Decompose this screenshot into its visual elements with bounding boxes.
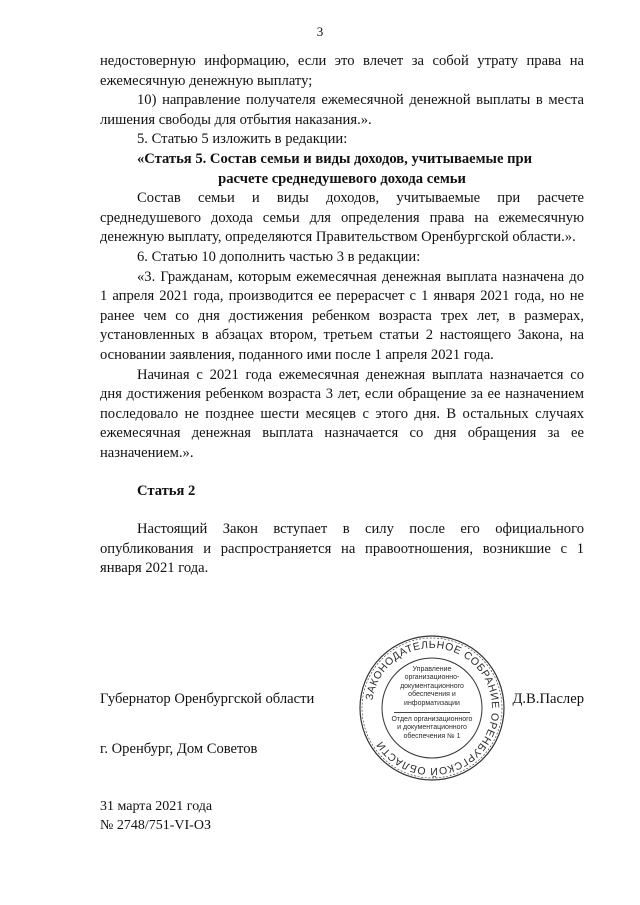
stamp-inner-text [391, 666, 473, 741]
stamp-subdepartment: Отдел организационного и документационного обеспечения № 1 [391, 716, 473, 740]
paragraph-item-10: 10) направление получателя ежемесячной денежной выплаты в места лишения свободы для отбытия наказания.». [100, 92, 584, 128]
law-number: № 2748/751-VI-ОЗ [100, 818, 211, 833]
article-10-part-3-continued: Начиная с 2021 года ежемесячная денежная выплата назначается со дня достижения ребенком возраста 3 лет, если обращение за ее назначением последовало не позднее шести месяцев с этого дня. В остальных случаях ежемесячная денежная выплата назначается со дня обращения за ее назначением.». [100, 366, 584, 461]
paragraph-continuation: недостоверную информацию, если это влечет за собой утрату права на ежемесячную денежную выплату; [100, 53, 584, 89]
page-number: 3 [316, 24, 324, 39]
document-body [100, 52, 584, 579]
paragraph-amendment-5: 5. Статью 5 изложить в редакции: [137, 131, 348, 148]
signatory-name: Д.В.Паслер [512, 691, 584, 707]
article-10-part-3: «3. Гражданам, которым ежемесячная денежная выплата назначена до 1 апреля 2021 года, производится ее перерасчет с 1 января 2021 года, но не ранее чем со дня достижения ребенком возраста трех лет, в размерах, установленных в абзацах втором, третьем статьи 2 настоящего Закона, на основании заявления, поданного ими после 1 апреля 2021 года. [100, 268, 584, 363]
date-block [100, 797, 212, 835]
article-5-heading-line2: расчете среднедушевого дохода семьи [218, 170, 466, 187]
article-2-text: Настоящий Закон вступает в силу после его официального опубликования и распространяется на правоотношения, возникшие с 1 января 2021 года. [100, 521, 584, 577]
paragraph-amendment-6: 6. Статью 10 дополнить частью 3 в редакции: [137, 248, 421, 265]
article-5-heading-line1: «Статья 5. Состав семьи и виды доходов, учитываемые при [137, 150, 533, 167]
official-stamp [357, 633, 507, 783]
signing-date: 31 марта 2021 года [100, 799, 213, 814]
stamp-ring-text: ЗАКОНОДАТЕЛЬНОЕ СОБРАНИЕ ОРЕНБУРГСКОЙ ОБЛАСТИ [363, 638, 502, 778]
article-5-text: Состав семьи и виды доходов, учитываемые при расчете среднедушевого дохода семьи для определения права на ежемесячную денежную выплату, определяются Правительством Оренбургской области.». [100, 190, 584, 246]
signatory-position: Губернатор Оренбургской области [100, 691, 315, 707]
stamp-divider [394, 712, 470, 713]
stamp-department: Управление организационно-документационного обеспечения и информатизации [400, 666, 464, 707]
signing-place: г. Оренбург, Дом Советов [100, 741, 258, 757]
article-2-title: Статья 2 [137, 483, 196, 500]
